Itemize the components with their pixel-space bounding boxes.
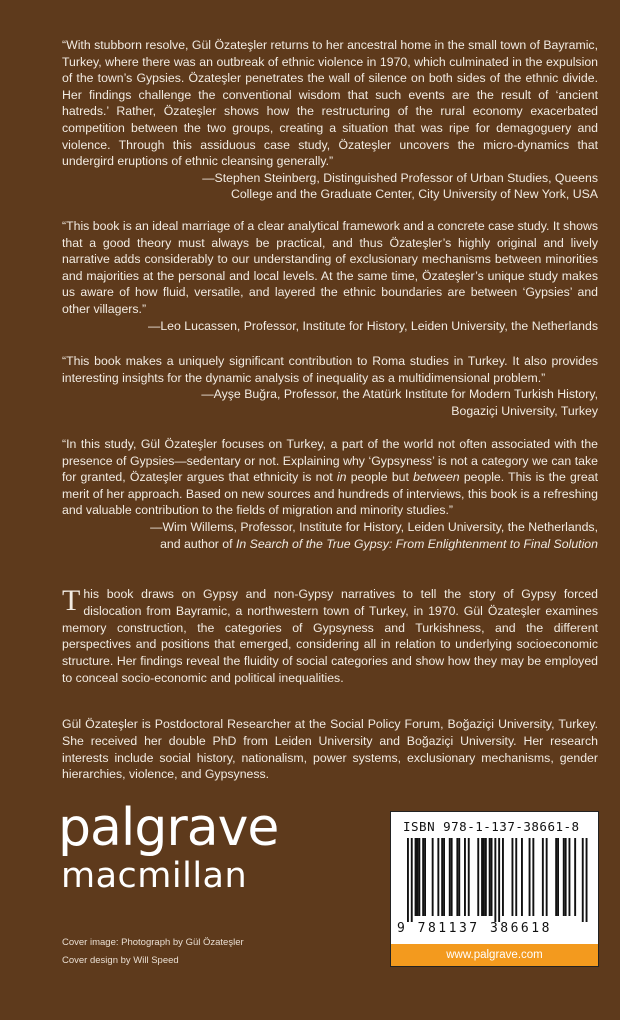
barcode-bar xyxy=(515,838,517,916)
ean-digits: 9 781137 386618 xyxy=(397,921,552,936)
quote-attribution: —Leo Lucassen, Professor, Institute for History, Leiden University, the Netherlands xyxy=(148,318,598,333)
barcode-bar xyxy=(485,838,487,916)
barcode-bar xyxy=(557,838,559,916)
barcode-bar xyxy=(432,838,434,916)
quote-text: “This book is an ideal marriage of a clear analytical framework and a concrete case study. It shows that a good theory must always be practical, and thus Özateşler’s highly original and lively narrative adds considerably to our understanding of exclusionary mechanisms between minorities and majorities at the personal and local levels. At the same time, Özateşler’s unique study makes us aware of how fluid, versatile, and layered the ethnic boundaries are between ‘Gypsies’ and other villagers.” xyxy=(62,219,598,316)
barcode-bar xyxy=(563,838,565,916)
quote-text-part: people but xyxy=(346,470,414,485)
quote-steinberg xyxy=(62,37,598,203)
quote-emphasis: in xyxy=(336,470,347,485)
barcode-bar xyxy=(477,838,479,916)
quote-attribution: Bogaziçi University, Turkey xyxy=(451,403,598,418)
barcode-bar xyxy=(407,838,409,922)
quote-text xyxy=(62,436,598,519)
barcode-bar xyxy=(468,838,470,916)
barcode-bar xyxy=(512,838,514,916)
logo-line-palgrave: palgrave xyxy=(58,798,279,858)
barcode-bar xyxy=(494,838,496,922)
barcode-bar xyxy=(569,838,571,916)
barcode-bar xyxy=(586,838,588,922)
author-bio: Gül Özateşler is Postdoctoral Researcher at the Social Policy Forum, Boğaziçi University, Turkey. She received her double PhD from Leiden University and Boğaziçi University. Her research interests include social history, nationalism, power systems, exclusionary mechanisms, gender hierarchies, violence, and Gypsyness. xyxy=(62,717,598,782)
book-title: In Search of the True Gypsy: From Enlightenment to Final Solution xyxy=(235,536,598,551)
cover-credits xyxy=(62,934,244,970)
barcode-bar xyxy=(483,838,485,916)
quote-text-part: people. This is the great merit of her approach. Based on new sources and hundreds of interviews, this book is a refreshing and valuable contribution to the fields of migration and minority studies.” xyxy=(62,470,599,518)
barcode-bar xyxy=(437,838,439,916)
barcode-bar xyxy=(582,838,584,922)
barcode-bar xyxy=(417,838,419,916)
quote-lucassen xyxy=(62,218,598,334)
quote-text: “With stubborn resolve, Gül Özateşler returns to her ancestral home in the small town of Bayramic, Turkey, where there was an outbreak of ethnic violence in 1970, which culminated in the expulsion of the town’s Gypsies. Özateşler penetrates the wall of silence on both sides of the ethnic divide. Her findings challenge the conventional wisdom that such events are the result of ‘ancient hatreds.’ Rather, Özateşler shows how the restructuring of the rural economy exacerbated competition between the two groups, creating a situation that was ripe for demagoguery and violence. Through this assiduous case study, Özateşler uncovers the micro-dynamics that undergird eruptions of ethnic cleansing generally.” xyxy=(62,38,598,169)
barcode-bar xyxy=(489,838,491,916)
barcode-bar xyxy=(532,838,534,916)
barcode-bar xyxy=(555,838,557,916)
barcode-bar xyxy=(464,838,466,916)
barcode-bar xyxy=(565,838,567,916)
quote-willems xyxy=(62,436,598,552)
quote-text: “This book makes a uniquely significant contribution to Roma studies in Turkey. It also provides interesting insights for the dynamic analysis of inequality as a multidimensional problem.” xyxy=(62,354,598,385)
barcode-image xyxy=(397,838,591,922)
barcode-bar xyxy=(451,838,453,916)
barcode-bar xyxy=(481,838,483,916)
barcode-bar xyxy=(502,838,504,916)
publisher-logo xyxy=(58,800,278,896)
cover-image-credit: Cover image: Photograph by Gül Özateşler xyxy=(62,937,244,948)
barcode-bar xyxy=(546,838,548,916)
drop-cap: T xyxy=(62,584,81,617)
barcode-bar xyxy=(424,838,426,916)
quote-emphasis: between xyxy=(413,470,460,485)
barcode-bar xyxy=(441,838,443,916)
isbn-barcode-box xyxy=(390,811,599,967)
barcode-bar xyxy=(449,838,451,916)
barcode-bar xyxy=(498,838,500,922)
barcode-bar xyxy=(458,838,460,916)
quote-attribution xyxy=(62,536,598,553)
barcode-bar xyxy=(574,838,576,916)
attribution-prefix: and author of xyxy=(160,536,236,551)
quote-attribution: —Ayşe Buğra, Professor, the Atatürk Institute for Modern Turkish History, xyxy=(201,387,598,402)
quote-attribution: —Wim Willems, Professor, Institute for History, Leiden University, the Netherlands, xyxy=(150,519,598,534)
barcode-bar xyxy=(456,838,458,916)
quote-attribution: College and the Graduate Center, City University of New York, USA xyxy=(230,187,598,202)
barcode-bar xyxy=(529,838,531,916)
barcode-bar xyxy=(521,838,523,916)
logo-line-macmillan: macmillan xyxy=(61,856,248,896)
barcode-bar xyxy=(491,838,493,916)
barcode-bar xyxy=(411,838,413,922)
barcode-bar xyxy=(542,838,544,916)
book-description xyxy=(62,586,598,687)
publisher-url: www.palgrave.com xyxy=(391,944,598,966)
description-text: his book draws on Gypsy and non-Gypsy narratives to tell the story of Gypsy forced dislocation from Bayramic, a northwestern town of Turkey, in 1970. Gül Özateşler examines memory construction, the categories of Gypsyness and Turkishness, and the different perspectives and positions that emerged, considering all in relation to underlying socioeconomic structure. Her findings reveal the fluidity of social categories and show how they may be employed to conceal socio-economic and political inequalities. xyxy=(62,587,598,685)
isbn-label: ISBN 978-1-137-38661-8 xyxy=(403,819,580,834)
barcode-bar xyxy=(418,838,420,916)
quote-bugra xyxy=(62,353,598,419)
barcode-bar xyxy=(422,838,424,916)
cover-design-credit: Cover design by Will Speed xyxy=(62,955,179,966)
quote-text-part: “In this study, Gül Özateşler focuses on Turkey, a part of the world not often associated with the presence of Gypsies—sedentary or not. Explaining why ‘Gypsyness’ is not a category we can take for granted, Özateşler argues that ethnicity is not xyxy=(62,437,598,485)
barcode-bar xyxy=(415,838,417,916)
quote-attribution: —Stephen Steinberg, Distinguished Professor of Urban Studies, Queens xyxy=(202,170,598,185)
barcode-bar xyxy=(443,838,445,916)
